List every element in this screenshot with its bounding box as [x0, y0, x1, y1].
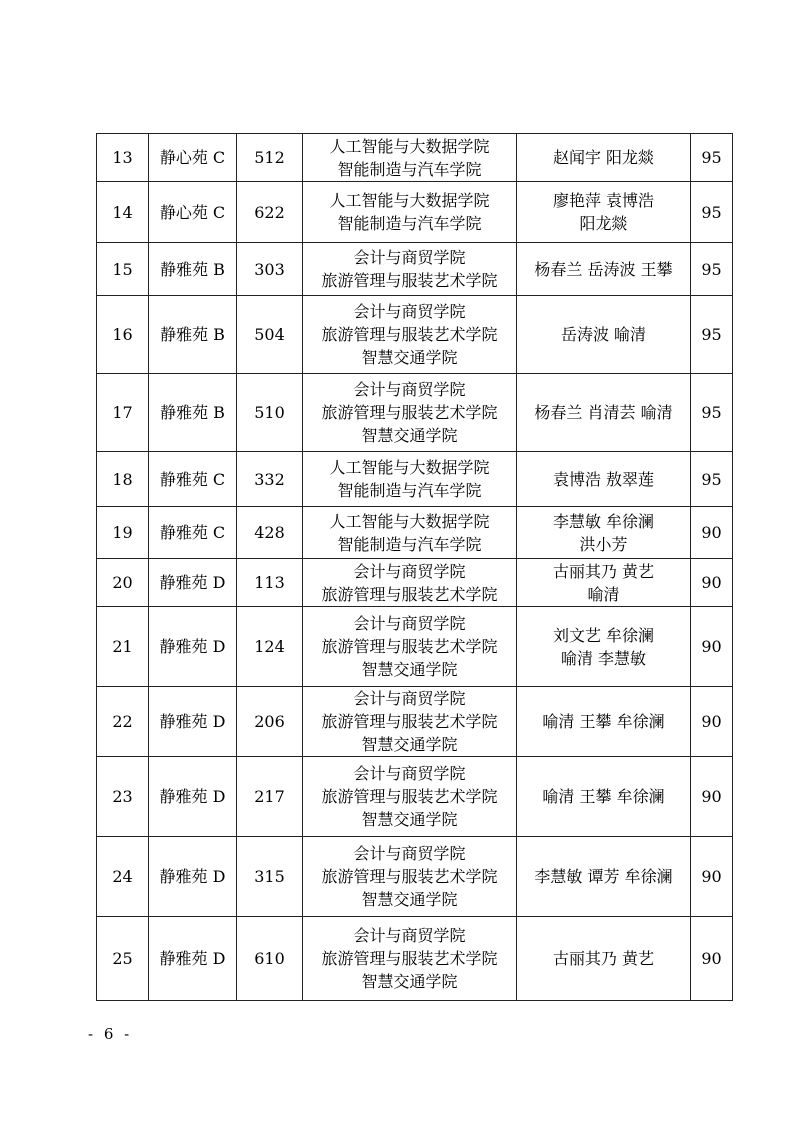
college-name: 旅游管理与服装艺术学院	[321, 271, 498, 290]
colleges-cell	[303, 687, 517, 757]
building-cell: 静雅苑 D	[149, 917, 237, 1001]
college-name: 会计与商贸学院	[353, 926, 466, 945]
building-cell: 静雅苑 B	[149, 243, 237, 296]
college-name: 智慧交通学院	[361, 890, 458, 909]
college-name: 人工智能与大数据学院	[329, 191, 490, 210]
inspector-names: 李慧敏 牟徐澜	[552, 511, 655, 531]
building-cell: 静雅苑 B	[149, 296, 237, 374]
college-name: 智慧交通学院	[361, 348, 458, 367]
colleges-cell	[303, 837, 517, 917]
college-name: 智慧交通学院	[361, 660, 458, 679]
college-name: 智慧交通学院	[361, 735, 458, 754]
row-number-cell: 16	[97, 296, 149, 374]
college-name: 会计与商贸学院	[353, 844, 466, 863]
room-cell: 206	[237, 687, 303, 757]
table-body	[97, 134, 733, 1001]
room-cell: 315	[237, 837, 303, 917]
score-cell: 95	[691, 296, 733, 374]
colleges-cell	[303, 134, 517, 182]
row-number-cell: 22	[97, 687, 149, 757]
room-cell: 504	[237, 296, 303, 374]
college-name: 旅游管理与服装艺术学院	[321, 637, 498, 656]
inspector-names: 袁博浩 敖翠莲	[552, 469, 655, 489]
inspectors-cell	[517, 374, 691, 452]
room-cell: 303	[237, 243, 303, 296]
table-row	[97, 452, 733, 507]
score-cell: 90	[691, 837, 733, 917]
building-cell: 静心苑 C	[149, 134, 237, 182]
table-row	[97, 243, 733, 296]
table-row	[97, 559, 733, 607]
inspectors-cell	[517, 687, 691, 757]
inspectors-cell	[517, 243, 691, 296]
inspector-names: 岳涛波 喻清	[560, 325, 647, 344]
room-cell: 622	[237, 182, 303, 243]
score-cell: 95	[691, 243, 733, 296]
building-cell: 静雅苑 B	[149, 374, 237, 452]
colleges-cell	[303, 507, 517, 559]
row-number-cell: 18	[97, 452, 149, 507]
inspector-names: 杨春兰 岳涛波 王攀	[534, 259, 673, 279]
college-name: 会计与商贸学院	[353, 614, 466, 633]
building-cell: 静雅苑 D	[149, 559, 237, 607]
row-number-cell: 17	[97, 374, 149, 452]
inspector-names: 古丽其乃 黄艺	[552, 949, 655, 968]
building-cell: 静雅苑 D	[149, 607, 237, 687]
table-row	[97, 134, 733, 182]
table-row	[97, 374, 733, 452]
college-name: 人工智能与大数据学院	[329, 511, 490, 531]
college-name: 智能制造与汽车学院	[337, 534, 482, 554]
colleges-cell	[303, 452, 517, 507]
room-cell: 332	[237, 452, 303, 507]
inspectors-cell	[517, 296, 691, 374]
score-cell: 90	[691, 757, 733, 837]
score-cell: 90	[691, 687, 733, 757]
room-cell: 124	[237, 607, 303, 687]
inspectors-cell	[517, 182, 691, 243]
inspectors-cell	[517, 559, 691, 607]
college-name: 智能制造与汽车学院	[337, 481, 482, 500]
building-cell: 静雅苑 C	[149, 507, 237, 559]
colleges-cell	[303, 559, 517, 607]
table-row	[97, 507, 733, 559]
room-cell: 512	[237, 134, 303, 182]
inspectors-cell	[517, 134, 691, 182]
table-row	[97, 296, 733, 374]
college-name: 智慧交通学院	[361, 810, 458, 829]
college-name: 旅游管理与服装艺术学院	[321, 712, 498, 731]
college-name: 会计与商贸学院	[353, 248, 466, 267]
colleges-cell	[303, 607, 517, 687]
college-name: 旅游管理与服装艺术学院	[321, 867, 498, 886]
row-number-cell: 24	[97, 837, 149, 917]
college-name: 旅游管理与服装艺术学院	[321, 949, 498, 968]
table-row	[97, 182, 733, 243]
score-cell: 90	[691, 917, 733, 1001]
college-name: 旅游管理与服装艺术学院	[321, 584, 498, 604]
inspectors-cell	[517, 607, 691, 687]
colleges-cell	[303, 374, 517, 452]
colleges-cell	[303, 917, 517, 1001]
inspector-names: 刘文艺 牟徐澜	[552, 625, 655, 645]
inspector-names: 李慧敏 谭芳 牟徐澜	[534, 867, 673, 886]
college-name: 会计与商贸学院	[353, 689, 466, 708]
inspector-names: 廖艳萍 袁博浩	[552, 191, 655, 210]
room-cell: 113	[237, 559, 303, 607]
inspector-names: 喻清 王攀 牟徐澜	[542, 787, 665, 806]
college-name: 智能制造与汽车学院	[337, 159, 482, 179]
table-row	[97, 757, 733, 837]
inspectors-cell	[517, 757, 691, 837]
college-name: 人工智能与大数据学院	[329, 458, 490, 477]
row-number-cell: 23	[97, 757, 149, 837]
college-name: 智能制造与汽车学院	[337, 214, 482, 233]
row-number-cell: 14	[97, 182, 149, 243]
table-row	[97, 607, 733, 687]
colleges-cell	[303, 243, 517, 296]
room-cell: 428	[237, 507, 303, 559]
colleges-cell	[303, 296, 517, 374]
page-number: - 6 -	[88, 1025, 133, 1043]
building-cell: 静雅苑 D	[149, 837, 237, 917]
inspectors-cell	[517, 507, 691, 559]
table-row	[97, 917, 733, 1001]
college-name: 旅游管理与服装艺术学院	[321, 325, 498, 344]
inspectors-cell	[517, 837, 691, 917]
score-cell: 90	[691, 559, 733, 607]
score-cell: 90	[691, 507, 733, 559]
building-cell: 静雅苑 D	[149, 687, 237, 757]
inspector-names: 阳龙燚	[579, 214, 628, 233]
building-cell: 静心苑 C	[149, 182, 237, 243]
row-number-cell: 13	[97, 134, 149, 182]
room-cell: 610	[237, 917, 303, 1001]
row-number-cell: 21	[97, 607, 149, 687]
inspection-table	[96, 133, 733, 1001]
inspectors-cell	[517, 452, 691, 507]
inspector-names: 赵闻宇 阳龙燚	[552, 148, 655, 167]
inspector-names: 喻清 王攀 牟徐澜	[542, 712, 665, 731]
college-name: 旅游管理与服装艺术学院	[321, 403, 498, 422]
row-number-cell: 15	[97, 243, 149, 296]
building-cell: 静雅苑 C	[149, 452, 237, 507]
score-cell: 95	[691, 134, 733, 182]
inspector-names: 古丽其乃 黄艺	[552, 561, 655, 581]
colleges-cell	[303, 757, 517, 837]
inspector-names: 喻清	[587, 584, 620, 604]
inspector-names: 喻清 李慧敏	[560, 648, 647, 668]
inspector-names: 杨春兰 肖清芸 喻清	[534, 403, 673, 422]
score-cell: 95	[691, 374, 733, 452]
table-row	[97, 687, 733, 757]
inspector-names: 洪小芳	[579, 534, 628, 554]
room-cell: 217	[237, 757, 303, 837]
college-name: 智慧交通学院	[361, 426, 458, 445]
college-name: 智慧交通学院	[361, 972, 458, 991]
score-cell: 95	[691, 182, 733, 243]
room-cell: 510	[237, 374, 303, 452]
building-cell: 静雅苑 D	[149, 757, 237, 837]
college-name: 会计与商贸学院	[353, 302, 466, 321]
score-cell: 90	[691, 607, 733, 687]
row-number-cell: 20	[97, 559, 149, 607]
row-number-cell: 25	[97, 917, 149, 1001]
score-cell: 95	[691, 452, 733, 507]
college-name: 会计与商贸学院	[353, 764, 466, 783]
college-name: 人工智能与大数据学院	[329, 136, 490, 156]
row-number-cell: 19	[97, 507, 149, 559]
college-name: 会计与商贸学院	[353, 380, 466, 399]
colleges-cell	[303, 182, 517, 243]
college-name: 旅游管理与服装艺术学院	[321, 787, 498, 806]
table-row	[97, 837, 733, 917]
inspectors-cell	[517, 917, 691, 1001]
college-name: 会计与商贸学院	[353, 561, 466, 581]
